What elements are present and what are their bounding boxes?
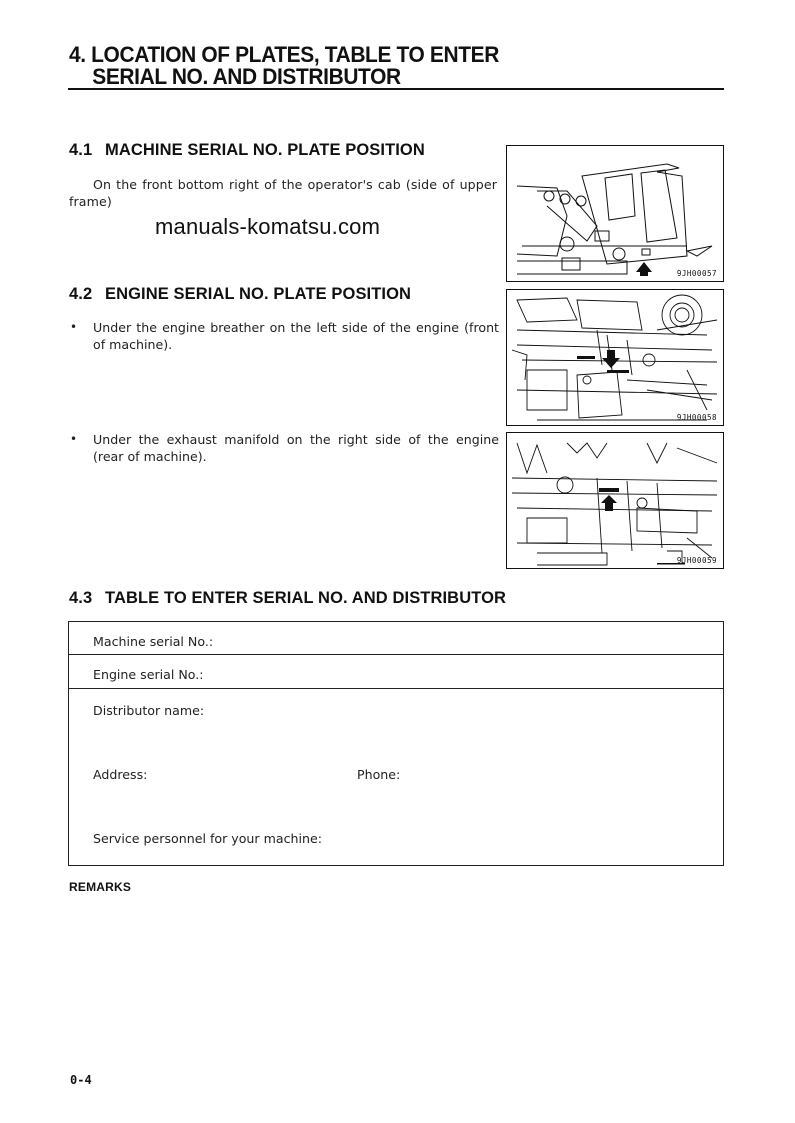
watermark-text: manuals-komatsu.com <box>155 214 381 239</box>
service-personnel-label: Service personnel for your machine: <box>93 831 322 846</box>
engine-serial-label: Engine serial No.: <box>93 667 204 682</box>
engine-rear-illustration <box>507 433 724 569</box>
figure-code: 9JH00057 <box>676 269 717 278</box>
page-number: 0-4 <box>70 1073 92 1087</box>
serial-distributor-table <box>68 621 724 866</box>
machine-cab-illustration <box>507 146 724 282</box>
bullet-item-rear-engine: • Under the exhaust manifold on the right side of the engine (rear of machine). <box>70 432 499 464</box>
section-title: MACHINE SERIAL NO. PLATE POSITION <box>105 141 425 159</box>
section-number: 4.1 <box>69 141 93 159</box>
remarks-heading: REMARKS <box>69 880 132 894</box>
page-title-line2: SERIAL NO. AND DISTRIBUTOR <box>92 64 401 89</box>
section-heading-4-2 <box>69 285 411 304</box>
bullet-item-front-engine: • Under the engine breather on the left side of the engine (front of machine). <box>70 320 499 352</box>
figure-engine-rear <box>506 432 724 569</box>
bullet-icon: • <box>70 320 78 334</box>
section-title: TABLE TO ENTER SERIAL NO. AND DISTRIBUTOR <box>105 589 507 607</box>
section-4-1-text: On the front bottom right of the operator's cab (side of upper frame) <box>69 177 497 209</box>
address-label: Address: <box>93 767 148 782</box>
title-divider <box>68 88 724 90</box>
page-title <box>69 44 499 88</box>
section-number: 4.3 <box>69 589 93 607</box>
engine-serial-row[interactable] <box>69 655 723 689</box>
engine-front-illustration <box>507 290 724 426</box>
figure-code: 9JH00059 <box>676 556 717 565</box>
distributor-name-label: Distributor name: <box>93 703 205 718</box>
section-title: ENGINE SERIAL NO. PLATE POSITION <box>105 285 412 303</box>
section-heading-4-1 <box>69 141 425 160</box>
section-number: 4.2 <box>69 285 93 303</box>
bullet-icon: • <box>70 432 78 446</box>
distributor-info-area[interactable] <box>69 689 723 865</box>
page-title-line1: 4. LOCATION OF PLATES, TABLE TO ENTER <box>69 42 499 67</box>
section-heading-4-3 <box>69 589 506 608</box>
machine-serial-label: Machine serial No.: <box>93 634 214 649</box>
figure-engine-front <box>506 289 724 426</box>
machine-serial-row[interactable] <box>69 622 723 655</box>
figure-code: 9JH00058 <box>676 413 717 422</box>
phone-label: Phone: <box>357 767 401 782</box>
figure-machine-cab <box>506 145 724 282</box>
